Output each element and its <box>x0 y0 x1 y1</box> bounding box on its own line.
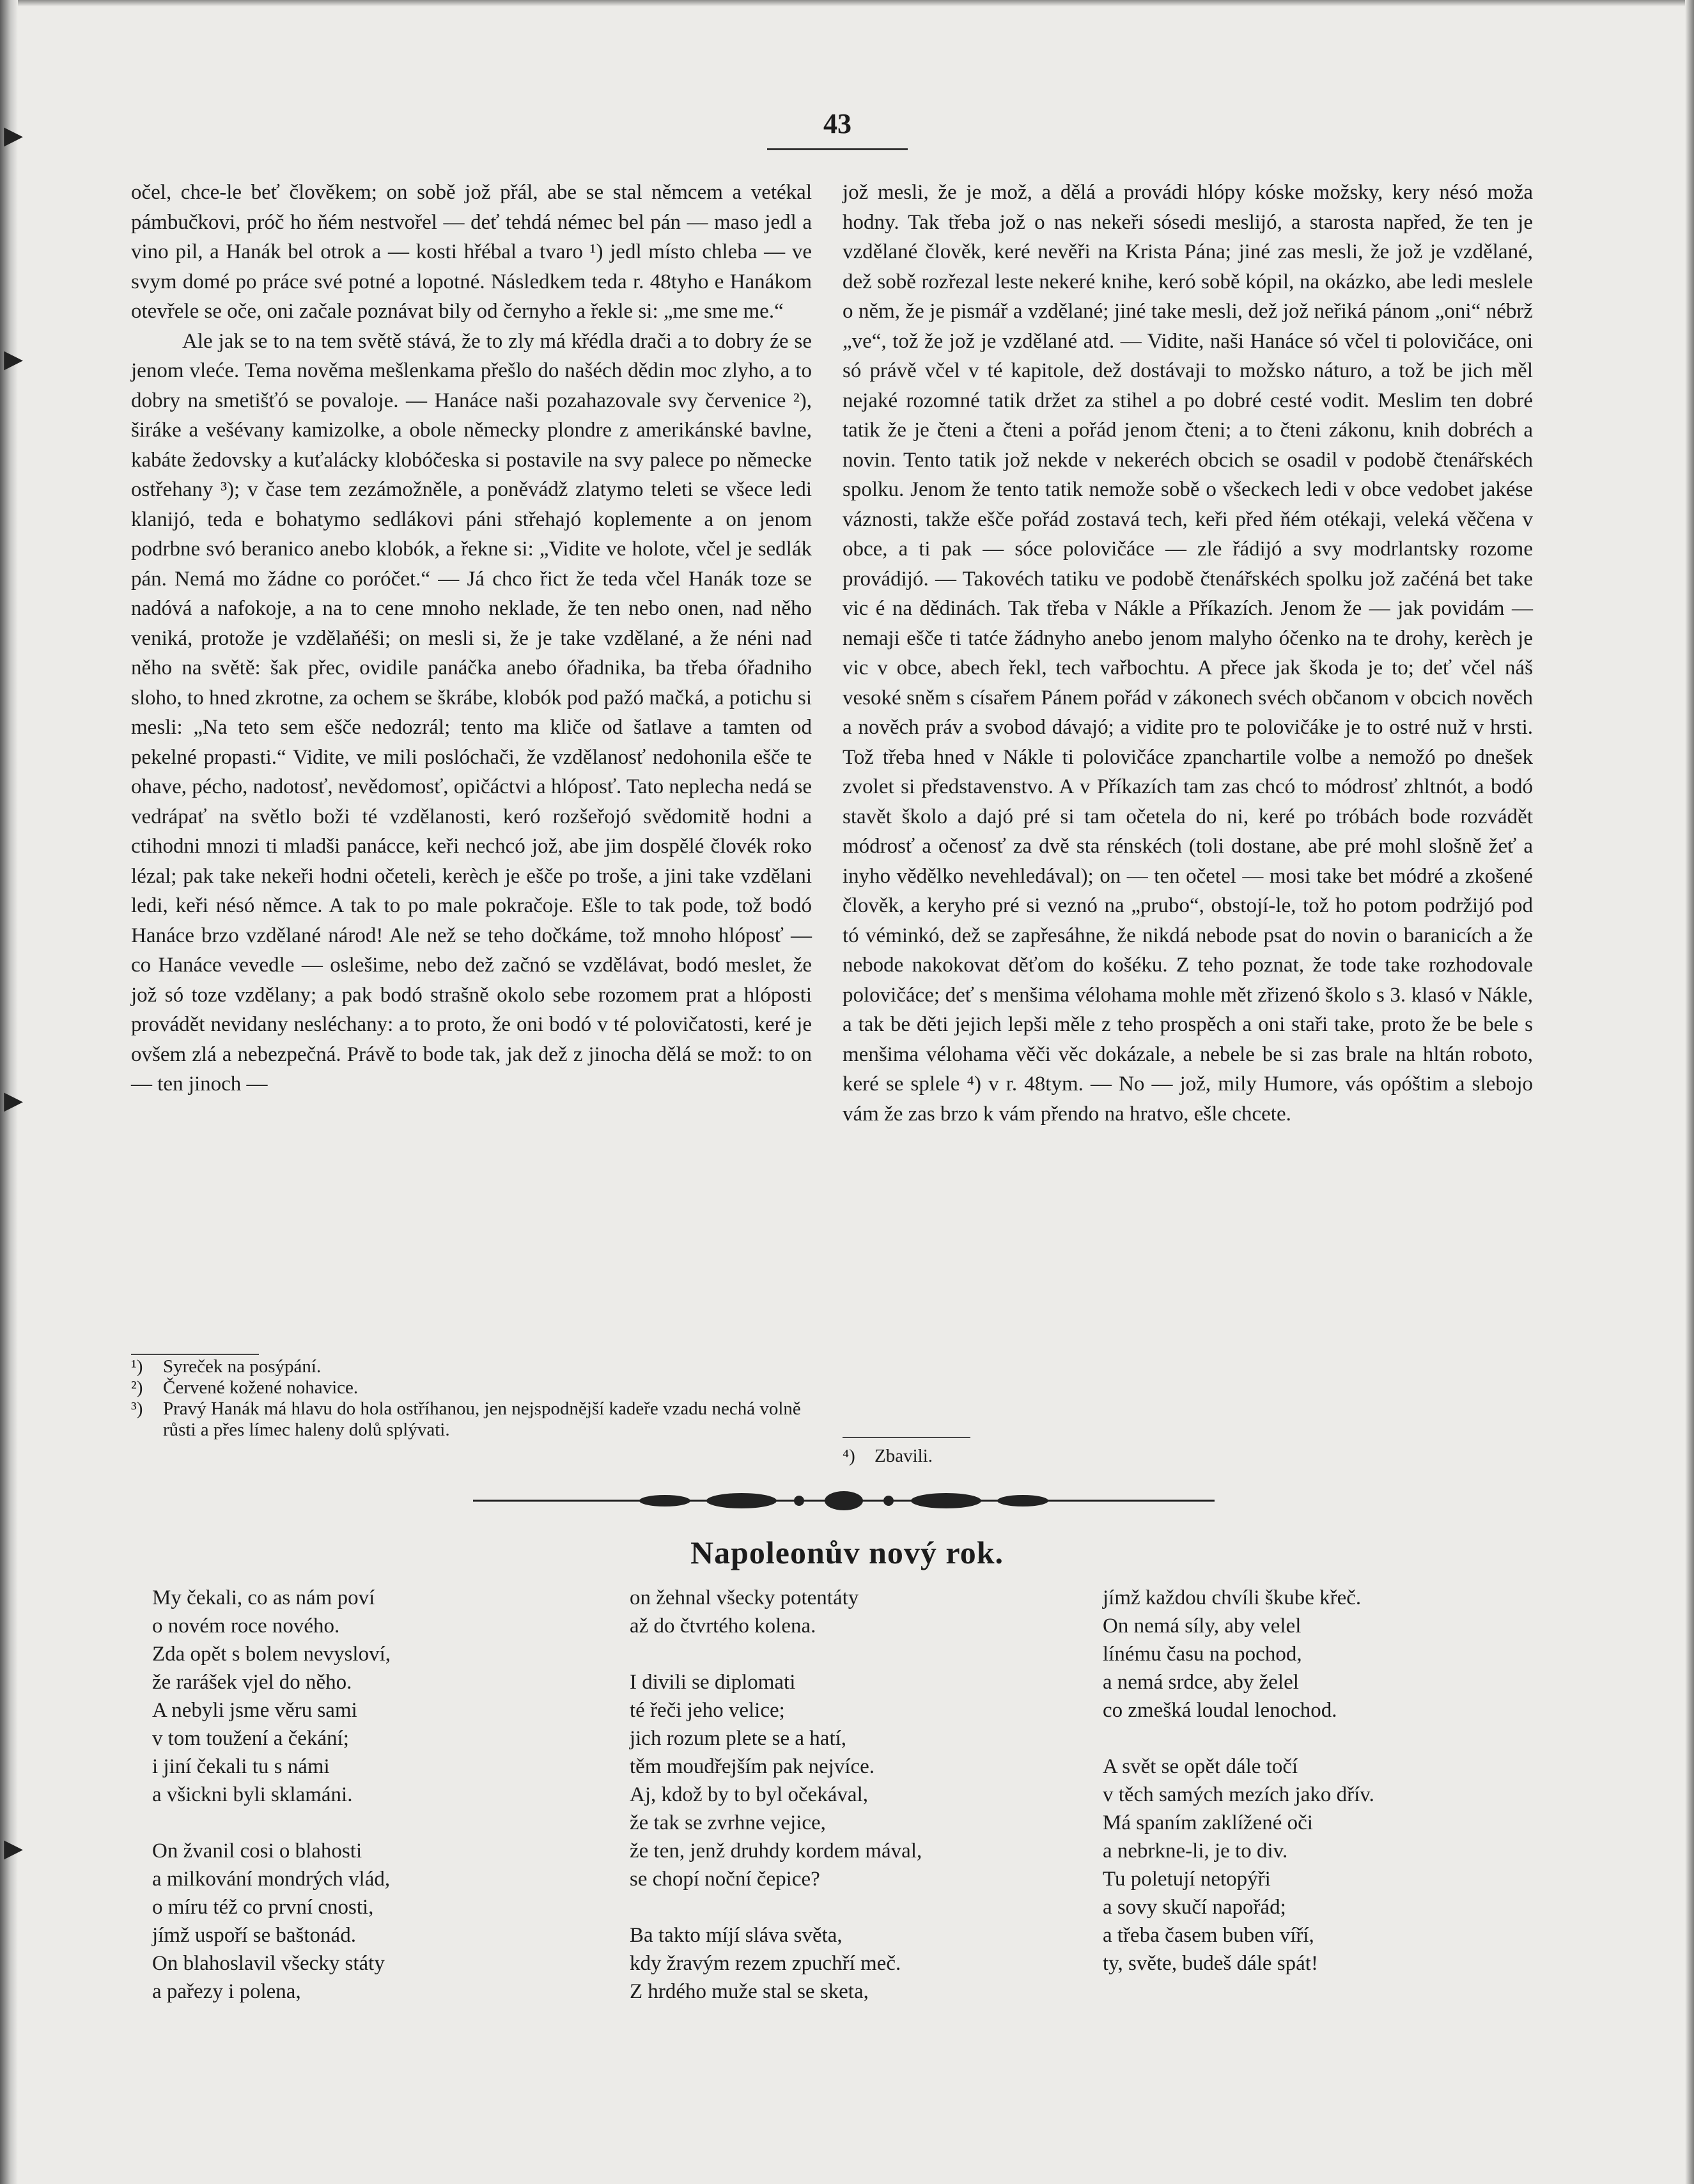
scan-top-edge <box>0 0 1694 6</box>
footnote: ²) Červené kožené nohavice. <box>131 1377 359 1398</box>
poem-line: těm moudřejším pak nejvíce. <box>630 1755 875 1778</box>
poem-column-3 <box>1103 1584 1374 2006</box>
poem-stanza <box>152 1584 391 1809</box>
poem-line: ty, světe, budeš dále spát! <box>1103 1952 1318 1975</box>
poem-line: On nemá síly, aby velel <box>1103 1615 1302 1638</box>
ornamental-divider-icon <box>473 1489 1215 1512</box>
poem-line: že ten, jenž druhdy kordem mával, <box>630 1839 922 1863</box>
poem-line: o novém roce nového. <box>152 1615 340 1638</box>
poem-stanza <box>630 1584 922 1640</box>
page-number-rule <box>767 148 908 150</box>
poem-stanza <box>630 1668 922 1893</box>
margin-mark-icon: ▸ <box>4 336 24 380</box>
poem-line: on žehnal všecky potentáty <box>630 1586 859 1609</box>
poem-line: jímž každou chvíli škube křeč. <box>1103 1586 1362 1609</box>
poem-line: a sovy skučí napořád; <box>1103 1896 1286 1919</box>
poem-line: Aj, kdož by to byl očekával, <box>630 1783 868 1806</box>
paragraph: Ale jak se to na tem světě stává, že to zly má křédla drači a to dobry źe se jenom vleće. Tema nověma mešlenkama přešlo do našéch dědin moc zlyho, a to dobry na smetišťó se povaloje. — Hanáce naši pozahazovale svy červenice ²), širáke a vešévany kamizolke, a obole německy plondre z amerikánské bavlne, kabáte žedovsky a kuťalácky klobóčeska si postavile na svy palece po německe ostřehany ³); v čase tem zezámožněle, a poněvádž zlatymo teleti se všece ledi klanijó, teda e bohatymo sedlákovi páni střehajó koplemente a on jenom podrbne svó beranico anebo klobók, a řekne si: „Vidite ve holote, včel je sedlák pán. Nemá mo žádne co poróčet.“ — Já chco řict že teda včel Hanák toze se nadóvá a nafokoje, a na to cene mnoho neklade, že ten nebo onen, nad něho veniká, protože je vzdělaňéši; on mesli si, že je take vzdělané, a že néni nad něho na světě: šak přec, ovidile panáčka anebo óřadnika, ba třeba óřadniho sloho, to hned zkrotne, za ochem se škrábe, klobók pod pažó mačká, a potichu si mesli: „Na teto sem ešče nedozrál; tento ma kliče od šatlave a tamten od pekelné propasti.“ Vidite, ve mili poslóchači, že vzdělanosť nedohonila ešče te ohave, pécho, nadotosť, nevědomosť, opičáctvi a hlóposť. Tato neplecha nedá se vedrápať na světlo boži té vzdělanosti, keró rozšeřojó svědomitě hodni a ctihodni mnozi ti mladši panácce, keři nechcó jož, abe jim dospělé človék roko lézal; pak take nekeři hodni očeteli, kerèch je ešče po troše, a jini take vzdělani ledi, keři nésó němce. A tak to po male pokračoje. Ešle to tak pode, tož bodó Hanáce brzo vzdělané národ! Ale než se teho dočkáme, tož mnoho hlóposť — co Hanáce vevedle — oslešime, nebo dež začnó se vzdělávat, bodó meslet, že jož só toze vzdělany; a pak bodó strašně okolo sebe rozomem prat a hlóposti provádět nevidany nesléchany: a to proto, že oni bodó v té polovičatosti, keré je ovšem zlá a nebezpečná. Právě to bode tak, jak dež z jinocha dělá se mož: to on — ten jinoch — <box>131 329 812 1096</box>
poem-line: se chopí noční čepice? <box>630 1868 820 1891</box>
poem-column-1 <box>152 1584 391 2034</box>
poem-line: Má spaním zaklížené oči <box>1103 1811 1313 1834</box>
paragraph: očel, chce-le beť člověkem; on sobě jož přál, abe se stal němcem a vetékal pámbučkovi, próč ho ňém nestvořel — deť tehdá némec bel pán — maso jedl a vino pil, a Hanák bel otrok a — kosti hřébal a tvaro ¹) jedl místo chleba — ve svym domé po práce své potné a lopotné. Následkem teda r. 48tyho e Hanákom otevřele se oče, oni začale poznávat bily od černyho a řekle si: „me sme me.“ <box>131 181 812 323</box>
margin-mark-icon: ▸ <box>4 1077 24 1122</box>
poem-line: jich rozum plete se a hatí, <box>630 1727 847 1750</box>
poem-line: a nebrkne-li, je to div. <box>1103 1839 1288 1863</box>
poem-line: I divili se diplomati <box>630 1671 796 1694</box>
poem-line: o míru též co první cnosti, <box>152 1896 374 1919</box>
poem-line: a nemá srdce, aby želel <box>1103 1671 1299 1694</box>
page-number: 43 <box>823 108 851 139</box>
scan-right-edge <box>1685 0 1694 2184</box>
footnote: ³) Pravý Hanák má hlavu do hola ostříhanou, jen nejspodnější kadeře vzadu nechá volně růsti a přes límec haleny dolů splývati. <box>131 1398 801 1440</box>
poem-line: A svět se opět dále točí <box>1103 1755 1298 1778</box>
left-footnotes <box>131 1356 812 1441</box>
poem-stanza <box>1103 1753 1374 1978</box>
poem-line: On žvanil cosi o blahosti <box>152 1839 362 1863</box>
paragraph: jož mesli, že je mož, a dělá a provádi hlópy kóske možsky, kery nésó moža hodny. Tak třeba jož o nas nekeři sósedi meslijó, a starosta napřed, že ten je vzdělané člověk, keré nevěři na Krista Pána; jiné zas mesli, že jož je vzdělané, dež sobě rozřezal leste nekeré knihe, keró sobě kópil, na okázko, abe ledi meslele o něm, že je pismář a vzdělané; jiné take mesli, dež jož neřiká pánom „oni“ nébrž „ve“, tož že jož je vzdělané atd. — Vidite, naši Hanáce só včel ti polovičáce, oni só právě včel v té kapitole, dež dostávaji to možsko náturo, a tož be jich měl nejaké rozomné tatik držet za stihel a po dobré cesté vodit. Meslim ten dobré tatik že je čteni a čteni a pořád jenom čteni; a to čteni zákonu, knih dobréch a novin. Tento tatik jož nekde v nekeréch obcich se osadil v podobě čtenářskéch spolku. Jenom že tento tatik nemože sobě o všeckech ledi v obce vedobet jakése váznosti, takže ešče pořád zostavá tech, keři před ňém otékaji, veleká věčena v obce, a ti pak — sóce polovičáce — zle řádijó a svy modrlantsky rozome provádijó. — Takovéch tatiku ve podobě čtenářskéch spolku jož začéná bet take vic é na dědinách. Tak třeba v Nákle a Příkazích. Jenom že — jak povidám — nemaji ešče ti tatće žádnyho anebo jenom malyho óčenko na te drohy, kerèch je vic v obce, abech řekl, tech vařbochtu. A přece jak škoda je to; deť včel náš vesoké sněm s císařem Pánem pořád v zákonech svéch občanom v obcich nověch a nověch práv a svobod dávajó; a vidite pro te polovičáke je to ostré nuž v hrsti. Tož třeba hned v Nákle ti polovičáce zpanchartile volbe a nemožó po dnešek zvolet si představenstvo. A v Příkazích tam zas chcó to módrosť zhltnót, a bodó stavět školo a dajó pré si tam očetela do ni, keré po tróbách bode rozvádět módrosť a očenosť za dvě sta rénskéch (toli dostane, abe pré mohl slošně žeť a inyho vědělko nevehledával); on — ten očetel — mosi take bet módré a zkošené člověk, a keryho pré si veznó na „prubo“, obstojí-le, tož ho potom podržijó pod tó véminkó, dež se zapřesáhne, že nikdá nebode psat do novin o baranicích a že nebode nakokovat děťom do košéku. Z teho poznat, že tode take rozhodovale polovičáce; deť s menšima vélohama mohle mět zřizenó školo s 3. klasó v Nákle, a tak be děti jejich lepši měle z teho prospěch a oni staři take, proto že be bele s menšima vélohama věči věc dokázale, a nebele be si zas brale na hltán roboto, keré se splele ⁴) v r. 48tym. — No — jož, mily Humore, vás opóštim a slebojo vám že zas brzo k vám přendo na hratvo, ešle chcete. <box>843 181 1533 1126</box>
margin-mark-icon: ▸ <box>4 112 24 157</box>
poem-line: A nebyli jsme věru sami <box>152 1699 357 1722</box>
right-article-column <box>843 178 1533 1129</box>
poem-line: že tak se zvrhne vejice, <box>630 1811 826 1834</box>
poem-stanza <box>1103 1584 1374 1724</box>
poem-column-2 <box>630 1584 922 2034</box>
poem-line: co zmešká loudal lenochod. <box>1103 1699 1337 1722</box>
footnote-rule <box>131 1354 259 1355</box>
right-footnotes <box>843 1446 1533 1467</box>
poem-line: a všickni byli sklamáni. <box>152 1783 353 1806</box>
footnote: ¹) Syreček na posýpání. <box>131 1356 322 1377</box>
poem-line: a třeba časem buben víří, <box>1103 1924 1314 1947</box>
poem-stanza <box>630 1921 922 2006</box>
poem-line: v těch samých mezích jako dřív. <box>1103 1783 1374 1806</box>
poem-line: jímž uspoří se baštonád. <box>152 1924 356 1947</box>
left-article-column <box>131 178 812 1099</box>
poem-line: že rarášek vjel do něho. <box>152 1671 352 1694</box>
poem-line: kdy žravým rezem zpuchří meč. <box>630 1952 901 1975</box>
poem-line: i jiní čekali tu s námi <box>152 1755 330 1778</box>
poem-line: v tom toužení a čekání; <box>152 1727 349 1750</box>
poem-line: až do čtvrtého kolena. <box>630 1615 816 1638</box>
poem-line: a pařezy i polena, <box>152 1980 301 2003</box>
footnote: ⁴) Zbavili. <box>843 1446 933 1466</box>
poem-line: Tu poletují netopýři <box>1103 1868 1271 1891</box>
poem-line: Z hrdého muže stal se sketa, <box>630 1980 869 2003</box>
poem-line: línému času na pochod, <box>1103 1643 1302 1666</box>
poem-line: Ba takto míjí sláva světa, <box>630 1924 843 1947</box>
poem-stanza <box>152 1837 391 2006</box>
poem-line: Zda opět s bolem nevysloví, <box>152 1643 391 1666</box>
margin-mark-icon: ▸ <box>4 1825 24 1870</box>
poem-line: On blahoslavil všecky státy <box>152 1952 385 1975</box>
poem-line: té řeči jeho velice; <box>630 1699 785 1722</box>
poem-line: a milkování mondrých vlád, <box>152 1868 391 1891</box>
poem-title: Napoleonův nový rok. <box>690 1535 1004 1570</box>
footnote-rule <box>843 1437 970 1438</box>
poem-line: My čekali, co as nám poví <box>152 1586 375 1609</box>
